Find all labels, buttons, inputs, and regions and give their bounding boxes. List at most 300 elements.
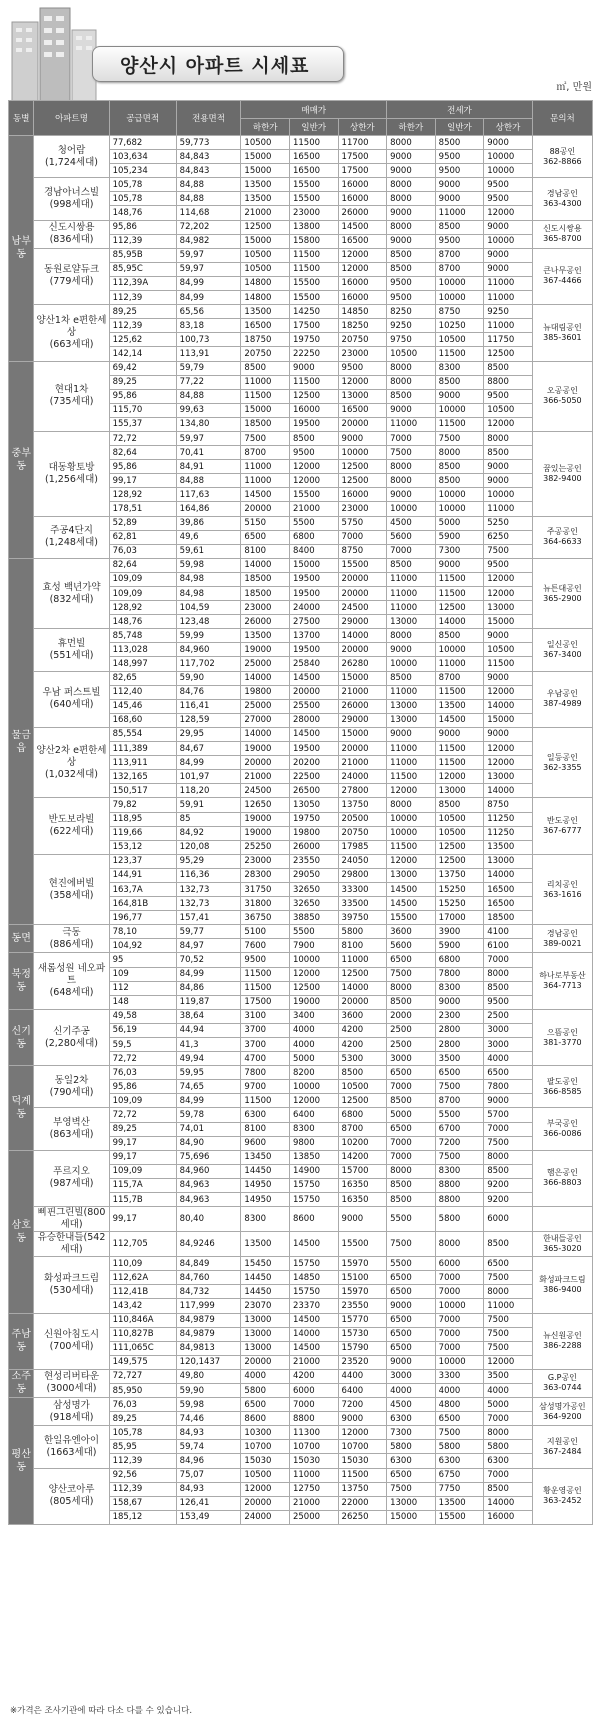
jeonse-mid-cell: 13000 xyxy=(435,784,484,798)
jeonse-mid-cell: 7000 xyxy=(435,1271,484,1285)
agency-name: 주공공인 xyxy=(546,527,578,537)
jeonse-high-cell: 9500 xyxy=(484,389,533,403)
jeonse-mid-cell: 11000 xyxy=(435,206,484,220)
exclusive-area-cell: 85 xyxy=(176,812,241,826)
table-row xyxy=(9,953,593,967)
supply-area-cell: 110,846A xyxy=(109,1313,176,1327)
jeonse-high-cell: 10500 xyxy=(484,643,533,657)
sale-high-cell: 20000 xyxy=(338,572,387,586)
sale-high-cell: 16000 xyxy=(338,192,387,206)
exclusive-area-cell: 59,91 xyxy=(176,798,241,812)
jeonse-mid-cell: 9000 xyxy=(435,995,484,1009)
jeonse-high-cell: 9000 xyxy=(484,460,533,474)
sale-high-cell: 14500 xyxy=(338,220,387,234)
sale-mid-cell: 15500 xyxy=(289,276,338,290)
jeonse-mid-cell: 8500 xyxy=(435,629,484,643)
jeonse-low-cell: 10000 xyxy=(387,502,436,516)
supply-area-cell: 72,72 xyxy=(109,1052,176,1066)
sale-low-cell: 31800 xyxy=(241,897,290,911)
jeonse-high-cell: 6100 xyxy=(484,939,533,953)
sale-mid-cell: 19500 xyxy=(289,417,338,431)
supply-area-cell: 119,66 xyxy=(109,826,176,840)
sale-mid-cell: 21000 xyxy=(289,1355,338,1369)
sale-low-cell: 7600 xyxy=(241,939,290,953)
jeonse-high-cell: 6000 xyxy=(484,1207,533,1232)
exclusive-area-cell: 84,99 xyxy=(176,756,241,770)
jeonse-high-cell: 8000 xyxy=(484,1150,533,1164)
exclusive-area-cell: 49,94 xyxy=(176,1052,241,1066)
sale-mid-cell: 8400 xyxy=(289,544,338,558)
jeonse-mid-cell: 8300 xyxy=(435,981,484,995)
sale-low-cell: 17500 xyxy=(241,995,290,1009)
sale-mid-cell: 38850 xyxy=(289,911,338,925)
sale-mid-cell: 12000 xyxy=(289,460,338,474)
agency-cell xyxy=(532,248,592,304)
supply-area-cell: 196,77 xyxy=(109,911,176,925)
sale-mid-cell: 17500 xyxy=(289,319,338,333)
jeonse-mid-cell: 13500 xyxy=(435,699,484,713)
apartment-name-cell xyxy=(34,1207,109,1232)
sale-high-cell: 17500 xyxy=(338,164,387,178)
supply-area-cell: 89,25 xyxy=(109,1122,176,1136)
supply-area-cell: 111,065C xyxy=(109,1341,176,1355)
jeonse-mid-cell: 7500 xyxy=(435,1426,484,1440)
agency-cell xyxy=(532,1232,592,1257)
sale-mid-cell: 4000 xyxy=(289,1038,338,1052)
jeonse-low-cell: 11000 xyxy=(387,587,436,601)
sale-mid-cell: 8300 xyxy=(289,1122,338,1136)
dong-label xyxy=(9,1150,34,1313)
sale-mid-cell: 7000 xyxy=(289,1398,338,1412)
jeonse-mid-cell: 6700 xyxy=(435,1122,484,1136)
jeonse-mid-cell: 8500 xyxy=(435,460,484,474)
agency-name: 88공인 xyxy=(549,146,576,156)
agency-cell xyxy=(532,516,592,558)
jeonse-high-cell: 5000 xyxy=(484,1398,533,1412)
jeonse-mid-cell: 5800 xyxy=(435,1440,484,1454)
jeonse-low-cell: 13000 xyxy=(387,699,436,713)
apartment-name-cell xyxy=(34,629,109,671)
supply-area-cell: 128,92 xyxy=(109,601,176,615)
jeonse-low-cell: 7000 xyxy=(387,1150,436,1164)
sale-high-cell: 10500 xyxy=(338,1080,387,1094)
sale-mid-cell: 14500 xyxy=(289,671,338,685)
sale-high-cell: 24500 xyxy=(338,601,387,615)
jeonse-mid-cell: 6750 xyxy=(435,1468,484,1482)
exclusive-area-cell: 75,07 xyxy=(176,1468,241,1482)
sale-high-cell: 5750 xyxy=(338,516,387,530)
jeonse-high-cell: 3000 xyxy=(484,1038,533,1052)
agency-phone: 363-0744 xyxy=(543,1383,582,1393)
sale-high-cell: 15500 xyxy=(338,1232,387,1257)
jeonse-low-cell: 6500 xyxy=(387,1313,436,1327)
sale-high-cell: 14000 xyxy=(338,981,387,995)
apartment-name: 효성 백년가약 xyxy=(42,581,101,593)
sale-low-cell: 23000 xyxy=(241,601,290,615)
agency-phone: 386-2288 xyxy=(543,1341,582,1351)
jeonse-low-cell: 4000 xyxy=(387,1383,436,1397)
sale-high-cell: 24050 xyxy=(338,854,387,868)
jeonse-mid-cell: 9000 xyxy=(435,558,484,572)
supply-area-cell: 123,37 xyxy=(109,854,176,868)
exclusive-area-cell: 84,9246 xyxy=(176,1232,241,1257)
jeonse-mid-cell: 6300 xyxy=(435,1454,484,1468)
sale-low-cell: 4700 xyxy=(241,1052,290,1066)
sale-mid-cell: 12000 xyxy=(289,474,338,488)
sale-low-cell: 20000 xyxy=(241,1355,290,1369)
exclusive-area-cell: 114,68 xyxy=(176,206,241,220)
apartment-name-cell xyxy=(34,1009,109,1065)
household-count: (1,256세대) xyxy=(45,473,98,485)
jeonse-mid-cell: 10500 xyxy=(435,333,484,347)
apartment-name-cell xyxy=(34,516,109,558)
sale-mid-cell: 10000 xyxy=(289,953,338,967)
exclusive-area-cell: 74,01 xyxy=(176,1122,241,1136)
supply-area-cell: 143,42 xyxy=(109,1299,176,1313)
sale-mid-cell: 12500 xyxy=(289,981,338,995)
sale-low-cell: 23070 xyxy=(241,1299,290,1313)
sale-mid-cell: 14900 xyxy=(289,1164,338,1178)
supply-area-cell: 89,25 xyxy=(109,1412,176,1426)
sale-mid-cell: 23000 xyxy=(289,206,338,220)
exclusive-area-cell: 59,77 xyxy=(176,925,241,939)
sale-low-cell: 14450 xyxy=(241,1164,290,1178)
jeonse-mid-cell: 8800 xyxy=(435,1178,484,1192)
supply-area-cell: 105,78 xyxy=(109,192,176,206)
jeonse-high-cell: 9000 xyxy=(484,629,533,643)
table-row xyxy=(9,798,593,812)
agency-phone: 364-7713 xyxy=(543,981,582,991)
exclusive-area-cell: 101,97 xyxy=(176,770,241,784)
exclusive-area-cell: 59,78 xyxy=(176,1108,241,1122)
agency-phone: 363-2452 xyxy=(543,1496,582,1506)
jeonse-high-cell: 8000 xyxy=(484,967,533,981)
sale-mid-cell: 8600 xyxy=(289,1207,338,1232)
header-agency: 문의처 xyxy=(532,101,592,136)
jeonse-high-cell: 9000 xyxy=(484,1094,533,1108)
jeonse-high-cell: 9000 xyxy=(484,671,533,685)
jeonse-high-cell: 9500 xyxy=(484,995,533,1009)
apartment-name: 청어람 xyxy=(57,144,86,156)
sale-high-cell: 15970 xyxy=(338,1285,387,1299)
sale-mid-cell: 29050 xyxy=(289,868,338,882)
exclusive-area-cell: 95,29 xyxy=(176,854,241,868)
jeonse-high-cell: 10500 xyxy=(484,403,533,417)
jeonse-mid-cell: 5900 xyxy=(435,939,484,953)
supply-area-cell: 85,95B xyxy=(109,248,176,262)
sale-high-cell: 6800 xyxy=(338,1108,387,1122)
jeonse-low-cell: 7500 xyxy=(387,1482,436,1496)
jeonse-mid-cell: 9500 xyxy=(435,164,484,178)
sale-high-cell: 16000 xyxy=(338,488,387,502)
supply-area-cell: 72,72 xyxy=(109,431,176,445)
jeonse-low-cell: 14500 xyxy=(387,882,436,896)
sale-mid-cell: 12500 xyxy=(289,389,338,403)
jeonse-high-cell: 9500 xyxy=(484,558,533,572)
jeonse-mid-cell: 8000 xyxy=(435,1232,484,1257)
agency-phone: 364-9200 xyxy=(543,1411,582,1421)
agency-name: 일신공인 xyxy=(546,639,578,649)
agency-cell xyxy=(532,1398,592,1426)
table-row xyxy=(9,1369,593,1383)
jeonse-mid-cell: 4000 xyxy=(435,1383,484,1397)
sale-low-cell: 4000 xyxy=(241,1369,290,1383)
agency-cell xyxy=(532,1207,592,1232)
supply-area-cell: 178,51 xyxy=(109,502,176,516)
sale-mid-cell: 20000 xyxy=(289,685,338,699)
supply-area-cell: 76,03 xyxy=(109,1398,176,1412)
household-count: (987세대) xyxy=(49,1178,94,1190)
supply-area-cell: 104,92 xyxy=(109,939,176,953)
apartment-name-cell xyxy=(34,1066,109,1108)
exclusive-area-cell: 84,98 xyxy=(176,572,241,586)
jeonse-high-cell: 14000 xyxy=(484,868,533,882)
sale-high-cell: 4400 xyxy=(338,1369,387,1383)
sale-low-cell: 8700 xyxy=(241,446,290,460)
table-row xyxy=(9,136,593,150)
jeonse-high-cell: 3500 xyxy=(484,1369,533,1383)
jeonse-low-cell: 7000 xyxy=(387,544,436,558)
jeonse-high-cell: 7000 xyxy=(484,1468,533,1482)
exclusive-area-cell: 117,702 xyxy=(176,657,241,671)
jeonse-high-cell: 6500 xyxy=(484,1257,533,1271)
apartment-name-cell xyxy=(34,1108,109,1150)
sale-high-cell: 29800 xyxy=(338,868,387,882)
exclusive-area-cell: 59,95 xyxy=(176,1066,241,1080)
sale-low-cell: 8500 xyxy=(241,361,290,375)
jeonse-mid-cell: 10000 xyxy=(435,1299,484,1313)
table-row xyxy=(9,558,593,572)
sale-mid-cell: 13800 xyxy=(289,220,338,234)
jeonse-low-cell: 2500 xyxy=(387,1038,436,1052)
jeonse-low-cell: 5500 xyxy=(387,1207,436,1232)
sale-mid-cell: 26500 xyxy=(289,784,338,798)
jeonse-mid-cell: 11500 xyxy=(435,587,484,601)
jeonse-low-cell: 11000 xyxy=(387,572,436,586)
supply-area-cell: 112,40 xyxy=(109,685,176,699)
supply-area-cell: 59,5 xyxy=(109,1038,176,1052)
jeonse-low-cell: 2000 xyxy=(387,1009,436,1023)
household-count: (779세대) xyxy=(49,276,94,288)
jeonse-high-cell: 14000 xyxy=(484,1496,533,1510)
supply-area-cell: 112,39 xyxy=(109,1482,176,1496)
agency-cell xyxy=(532,727,592,797)
sale-high-cell: 6400 xyxy=(338,1383,387,1397)
jeonse-low-cell: 7500 xyxy=(387,446,436,460)
jeonse-low-cell: 8500 xyxy=(387,995,436,1009)
sale-low-cell: 12500 xyxy=(241,220,290,234)
sale-high-cell: 7000 xyxy=(338,530,387,544)
sale-low-cell: 10500 xyxy=(241,262,290,276)
sale-mid-cell: 19500 xyxy=(289,572,338,586)
apartment-name: 양산코아루 xyxy=(48,1484,95,1496)
sale-high-cell: 11700 xyxy=(338,136,387,150)
sale-low-cell: 9600 xyxy=(241,1136,290,1150)
jeonse-high-cell: 7800 xyxy=(484,1080,533,1094)
sale-high-cell: 26000 xyxy=(338,206,387,220)
sale-high-cell: 23000 xyxy=(338,502,387,516)
jeonse-mid-cell: 13750 xyxy=(435,868,484,882)
sale-low-cell: 20000 xyxy=(241,1496,290,1510)
jeonse-mid-cell: 2300 xyxy=(435,1009,484,1023)
sale-mid-cell: 8500 xyxy=(289,431,338,445)
agency-phone: 386-9400 xyxy=(543,1284,582,1294)
table-row xyxy=(9,220,593,234)
supply-area-cell: 148,997 xyxy=(109,657,176,671)
agency-name: 경남공인 xyxy=(546,188,578,198)
agency-name: 뉴신원공인 xyxy=(543,1331,582,1341)
agency-phone: 363-4300 xyxy=(543,198,582,208)
agency-cell xyxy=(532,431,592,516)
jeonse-mid-cell: 12500 xyxy=(435,840,484,854)
jeonse-high-cell: 18500 xyxy=(484,911,533,925)
sale-low-cell: 10700 xyxy=(241,1440,290,1454)
table-row xyxy=(9,361,593,375)
household-count: (998세대) xyxy=(49,198,94,210)
jeonse-mid-cell: 6500 xyxy=(435,1412,484,1426)
sale-mid-cell: 32650 xyxy=(289,882,338,896)
apartment-name-cell xyxy=(34,1369,109,1397)
exclusive-area-cell: 70,41 xyxy=(176,446,241,460)
jeonse-high-cell: 4000 xyxy=(484,1052,533,1066)
jeonse-high-cell: 12000 xyxy=(484,1355,533,1369)
jeonse-high-cell: 10000 xyxy=(484,164,533,178)
jeonse-low-cell: 8500 xyxy=(387,248,436,262)
sale-mid-cell: 4000 xyxy=(289,1023,338,1037)
sale-low-cell: 7800 xyxy=(241,1066,290,1080)
sale-low-cell: 11000 xyxy=(241,474,290,488)
supply-area-cell: 185,12 xyxy=(109,1510,176,1524)
jeonse-low-cell: 3000 xyxy=(387,1052,436,1066)
agency-name: 우남공인 xyxy=(546,689,578,699)
apartment-name: 동원로얄듀크 xyxy=(43,264,100,276)
jeonse-low-cell: 5600 xyxy=(387,939,436,953)
exclusive-area-cell: 84,76 xyxy=(176,685,241,699)
dong-name: 물금읍 xyxy=(11,729,31,754)
exclusive-area-cell: 74,46 xyxy=(176,1412,241,1426)
sale-high-cell: 33300 xyxy=(338,882,387,896)
jeonse-low-cell: 8000 xyxy=(387,629,436,643)
sale-low-cell: 19800 xyxy=(241,685,290,699)
agency-cell xyxy=(532,1468,592,1524)
jeonse-mid-cell: 12500 xyxy=(435,854,484,868)
agency-phone: 366-0086 xyxy=(543,1129,582,1139)
jeonse-low-cell: 13000 xyxy=(387,713,436,727)
jeonse-mid-cell: 7000 xyxy=(435,1341,484,1355)
sale-high-cell: 18250 xyxy=(338,319,387,333)
sale-high-cell: 9500 xyxy=(338,361,387,375)
building-illustration-icon xyxy=(8,2,103,102)
exclusive-area-cell: 59,90 xyxy=(176,671,241,685)
apartment-name: 양산1차 e편한세상 xyxy=(36,314,107,338)
supply-area-cell: 115,7B xyxy=(109,1193,176,1207)
apartment-name-cell xyxy=(34,220,109,248)
table-row xyxy=(9,1257,593,1271)
supply-area-cell: 52,89 xyxy=(109,516,176,530)
exclusive-area-cell: 84,88 xyxy=(176,389,241,403)
exclusive-area-cell: 74,65 xyxy=(176,1080,241,1094)
supply-area-cell: 105,234 xyxy=(109,164,176,178)
sale-high-cell: 16000 xyxy=(338,291,387,305)
sale-low-cell: 13000 xyxy=(241,1341,290,1355)
sale-high-cell: 4200 xyxy=(338,1023,387,1037)
sale-mid-cell: 3400 xyxy=(289,1009,338,1023)
sale-mid-cell: 19000 xyxy=(289,995,338,1009)
table-row xyxy=(9,248,593,262)
jeonse-low-cell: 13000 xyxy=(387,1496,436,1510)
dong-name: 북정동 xyxy=(11,969,31,994)
sale-mid-cell: 19500 xyxy=(289,742,338,756)
exclusive-area-cell: 126,41 xyxy=(176,1496,241,1510)
jeonse-mid-cell: 10000 xyxy=(435,502,484,516)
jeonse-high-cell: 14000 xyxy=(484,699,533,713)
jeonse-high-cell: 14000 xyxy=(484,784,533,798)
sale-high-cell: 17985 xyxy=(338,840,387,854)
sale-low-cell: 11500 xyxy=(241,981,290,995)
supply-area-cell: 99,17 xyxy=(109,474,176,488)
agency-cell xyxy=(532,1257,592,1313)
supply-area-cell: 112,705 xyxy=(109,1232,176,1257)
sale-low-cell: 13500 xyxy=(241,192,290,206)
jeonse-low-cell: 6300 xyxy=(387,1412,436,1426)
jeonse-low-cell: 9000 xyxy=(387,150,436,164)
supply-area-cell: 110,09 xyxy=(109,1257,176,1271)
dong-label xyxy=(9,1369,34,1397)
apartment-name: 삐핀그린빌(800세대) xyxy=(37,1207,106,1231)
agency-cell xyxy=(532,136,592,178)
exclusive-area-cell: 99,63 xyxy=(176,403,241,417)
sale-low-cell: 10500 xyxy=(241,1468,290,1482)
exclusive-area-cell: 59,99 xyxy=(176,629,241,643)
agency-phone: 364-6633 xyxy=(543,537,582,547)
sale-high-cell: 8700 xyxy=(338,1122,387,1136)
jeonse-high-cell: 5250 xyxy=(484,516,533,530)
sale-low-cell: 28300 xyxy=(241,868,290,882)
sale-low-cell: 13500 xyxy=(241,305,290,319)
jeonse-mid-cell: 3500 xyxy=(435,1052,484,1066)
exclusive-area-cell: 84,963 xyxy=(176,1193,241,1207)
table-row xyxy=(9,516,593,530)
jeonse-mid-cell: 4800 xyxy=(435,1398,484,1412)
sale-high-cell: 13000 xyxy=(338,389,387,403)
sale-mid-cell: 8200 xyxy=(289,1066,338,1080)
jeonse-mid-cell: 5900 xyxy=(435,530,484,544)
jeonse-mid-cell: 9000 xyxy=(435,389,484,403)
dong-name: 주남동 xyxy=(11,1329,31,1354)
agency-name: 반도공인 xyxy=(546,816,578,826)
jeonse-high-cell: 11000 xyxy=(484,319,533,333)
apartment-name: 화성파크드림 xyxy=(43,1272,100,1284)
jeonse-mid-cell: 6500 xyxy=(435,1066,484,1080)
jeonse-low-cell: 6500 xyxy=(387,1066,436,1080)
exclusive-area-cell: 84,982 xyxy=(176,234,241,248)
jeonse-mid-cell: 8500 xyxy=(435,375,484,389)
jeonse-high-cell: 8000 xyxy=(484,1426,533,1440)
jeonse-mid-cell: 8800 xyxy=(435,1193,484,1207)
agency-name: 꿈있는공인 xyxy=(543,463,582,473)
sale-low-cell: 6500 xyxy=(241,1398,290,1412)
table-row xyxy=(9,1313,593,1327)
jeonse-low-cell: 6500 xyxy=(387,1122,436,1136)
jeonse-high-cell: 11750 xyxy=(484,333,533,347)
sale-high-cell: 39750 xyxy=(338,911,387,925)
agency-phone: 367-6777 xyxy=(543,826,582,836)
supply-area-cell: 72,72 xyxy=(109,1108,176,1122)
supply-area-cell: 164,81B xyxy=(109,897,176,911)
household-count: (836세대) xyxy=(49,234,94,246)
supply-area-cell: 112,39 xyxy=(109,291,176,305)
jeonse-mid-cell: 7500 xyxy=(435,431,484,445)
